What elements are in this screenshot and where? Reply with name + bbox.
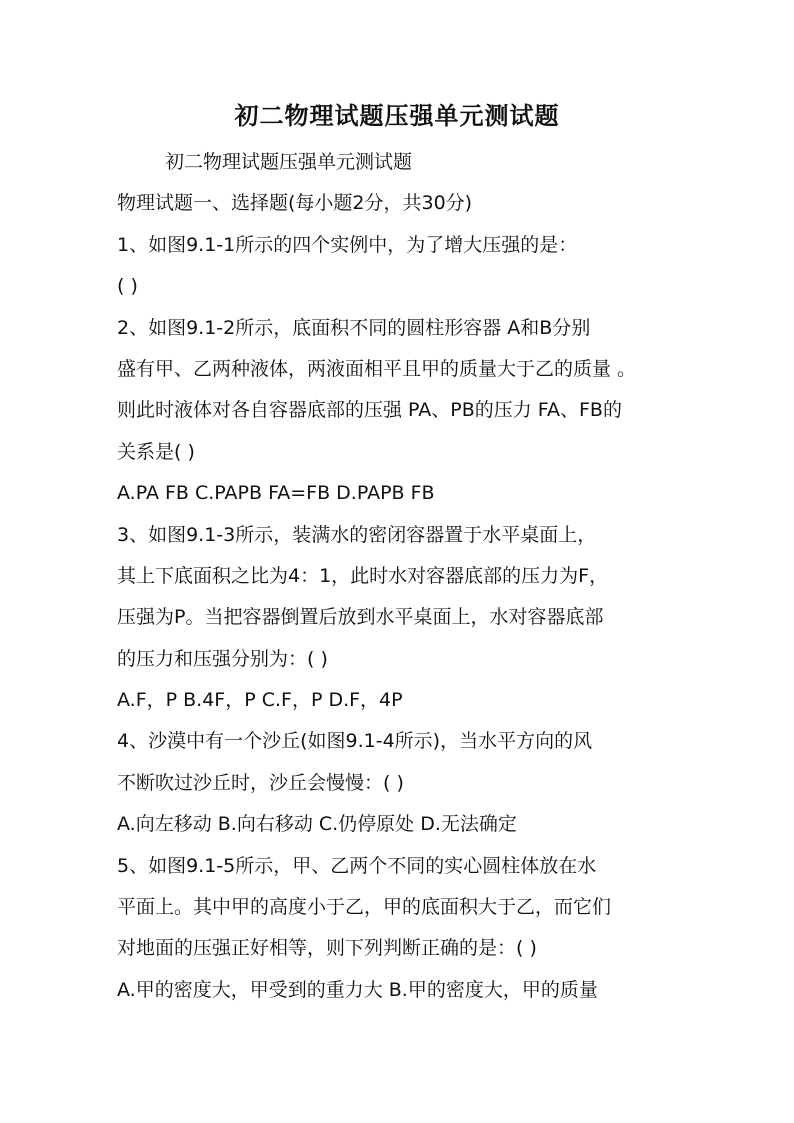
question-4-options: A.向左移动 B.向右移动 C.仍停原处 D.无法确定 xyxy=(117,813,517,836)
question-4-text: 不断吹过沙丘时，沙丘会慢慢：( ) xyxy=(117,771,404,794)
question-3-text: 的压力和压强分别为：( ) xyxy=(117,647,328,670)
question-4-text: 4、沙漠中有一个沙丘(如图9.1-4所示)，当水平方向的风 xyxy=(117,730,593,753)
question-2-text: 则此时液体对各自容器底部的压强 PA、PB的压力 FA、FB的 xyxy=(117,399,622,422)
question-5-options: A.甲的密度大，甲受到的重力大 B.甲的密度大，甲的质量 xyxy=(117,978,598,1001)
document-subtitle: 初二物理试题压强单元测试题 xyxy=(165,151,413,173)
question-2-options: A.PA FB C.PAPB FA=FB D.PAPB FB xyxy=(117,482,435,505)
section-heading: 物理试题一、选择题(每小题2分，共30分) xyxy=(117,192,473,215)
question-3-text: 3、如图9.1-3所示，装满水的密闭容器置于水平桌面上， xyxy=(117,523,597,546)
question-2-text: 盛有甲、乙两种液体，两液面相平且甲的质量大于乙的质量 。 xyxy=(117,357,637,380)
question-2-text: 关系是( ) xyxy=(117,440,195,463)
question-5-text: 5、如图9.1-5所示，甲、乙两个不同的实心圆柱体放在水 xyxy=(117,854,597,877)
document-title: 初二物理试题压强单元测试题 xyxy=(234,102,560,130)
question-5-text: 对地面的压强正好相等，则下列判断正确的是：( ) xyxy=(117,937,537,960)
question-1-blank: ( ) xyxy=(117,275,138,298)
question-1-text: 1、如图9.1-1所示的四个实例中，为了增大压强的是： xyxy=(117,233,578,256)
question-3-text: 压强为P。当把容器倒置后放到水平桌面上，水对容器底部 xyxy=(117,606,604,629)
question-2-text: 2、如图9.1-2所示，底面积不同的圆柱形容器 A和B分别 xyxy=(117,316,591,339)
question-3-text: 其上下底面积之比为4：1，此时水对容器底部的压力为F， xyxy=(117,564,609,587)
question-5-text: 平面上。其中甲的高度小于乙，甲的底面积大于乙，而它们 xyxy=(117,896,612,919)
question-3-options: A.F，P B.4F，P C.F，P D.F，4P xyxy=(117,689,403,712)
document-body xyxy=(117,142,697,1011)
